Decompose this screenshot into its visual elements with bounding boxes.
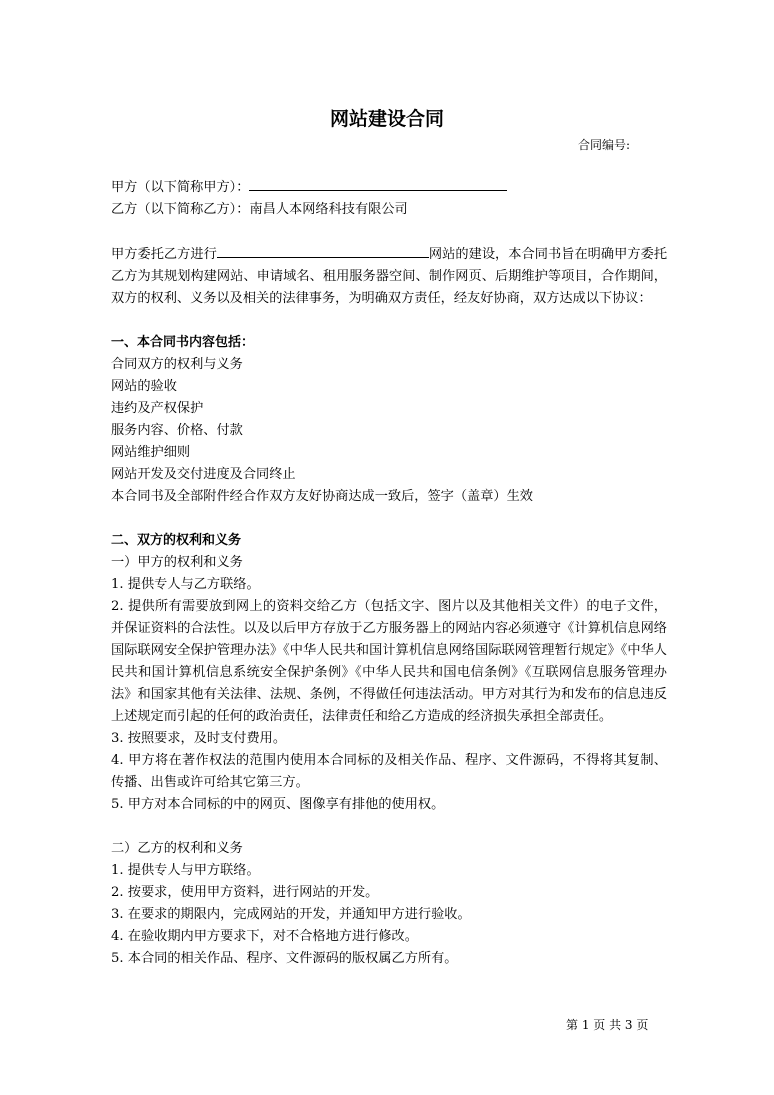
list-item: 3. 按照要求，及时支付费用。: [111, 731, 287, 746]
page-number-footer: 第 1 页 共 3 页: [566, 1018, 649, 1032]
list-item: 2. 按要求，使用甲方资料，进行网站的开发。: [111, 885, 379, 900]
intro-rest: 网站的建设，本合同书旨在明确甲方委托乙方为其规划构建网站、申请域名、租用服务器空间、制作网页、后期维护等项目，合作期间，双方的权利、义务以及相关的法律事务，为明确双方责任，经友好协商，双方达成以下协议：: [111, 247, 668, 306]
list-item: 5. 甲方对本合同标的中的网页、图像享有排他的使用权。: [111, 797, 445, 812]
document-body: [111, 176, 667, 970]
list-item: 3. 在要求的期限内，完成网站的开发，并通知甲方进行验收。: [111, 907, 471, 922]
contract-number-label: 合同编号:: [578, 138, 631, 152]
list-item: 1. 提供专人与甲方联络。: [111, 863, 260, 878]
party-b-name: 南昌人本网络科技有限公司: [249, 202, 408, 217]
list-item: 4. 在验收期内甲方要求下，对不合格地方进行修改。: [111, 929, 418, 944]
list-item: 本合同书及全部附件经合作双方友好协商达成一致后，签字（盖章）生效: [111, 489, 533, 504]
list-item: 网站维护细则: [111, 445, 191, 460]
list-item: 网站的验收: [111, 379, 177, 394]
list-item: 网站开发及交付进度及合同终止: [111, 467, 296, 482]
section-1-heading: 一、本合同书内容包括：: [111, 335, 255, 350]
intro-paragraph: [111, 243, 667, 310]
list-item: 5. 本合同的相关作品、程序、文件源码的版权属乙方所有。: [111, 951, 458, 966]
subsection-a-heading: 一）甲方的权利和义务: [111, 555, 243, 570]
list-item: 4. 甲方将在著作权法的范围内使用本合同标的及相关作品、程序、文件源码，不得将其复制、传播、出售或许可给其它第三方。: [111, 753, 667, 790]
intro-prefix: 甲方委托乙方进行: [111, 247, 217, 262]
list-item: 服务内容、价格、付款: [111, 423, 243, 438]
party-a-line: [111, 176, 667, 199]
list-item: 1. 提供专人与乙方联络。: [111, 577, 260, 592]
list-item: 违约及产权保护: [111, 401, 204, 416]
party-b-line: [111, 199, 667, 221]
party-a-label: 甲方（以下简称甲方）：: [111, 180, 250, 195]
party-b-label: 乙方（以下简称乙方）：: [111, 202, 250, 217]
document-title: 网站建设合同: [329, 108, 444, 130]
list-item: 合同双方的权利与义务: [111, 357, 243, 372]
subsection-b-heading: 二）乙方的权利和义务: [111, 841, 243, 856]
section-2-heading: 二、双方的权利和义务: [111, 533, 242, 548]
list-item: 2. 提供所有需要放到网上的资料交给乙方（包括文字、图片以及其他相关文件）的电子文件，并保证资料的合法性。以及以后甲方存放于乙方服务器上的网站内容必须遵守《计算机信息网络国际联网安全保护管理办法》《中华人民共和国计算机信息网络国际联网管理暂行规定》《中华人民共和国计算机信息系统安全保护条例》《中华人民共和国电信条例》《互联网信息服务管理办法》和国家其他有关法律、法规、条例，不得做任何违法活动。甲方对其行为和发布的信息违反上述规定而引起的任何的政治责任，法律责任和给乙方造成的经济损失承担全部责任。: [111, 599, 667, 724]
website-name-blank: [217, 243, 429, 258]
party-a-blank: [249, 176, 507, 191]
